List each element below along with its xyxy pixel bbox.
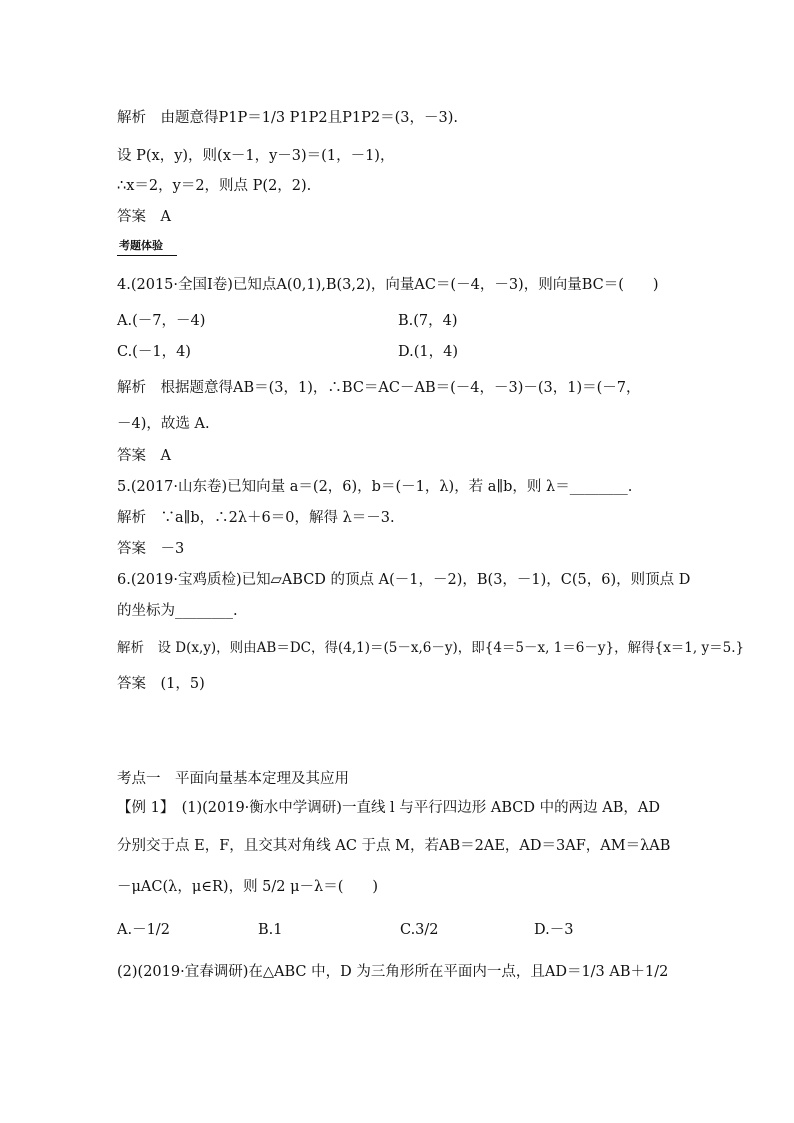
q4-option-d: D.(1，4) xyxy=(398,344,458,360)
q4-answer: 答案 A xyxy=(117,448,171,464)
q5-solution: 解析 ∵a∥b，∴2λ＋6＝0，解得 λ＝－3. xyxy=(117,510,395,526)
question-6-cont: 的坐标为________. xyxy=(117,603,238,619)
q4-option-a: A.(－7，－4) xyxy=(117,313,206,329)
example-1-line-3: －μAC(λ，μ∈R)，则 5/2 μ－λ＝( ) xyxy=(117,879,379,895)
q4-solution-1: 解析 根据题意得AB＝(3，1)，∴BC＝AC－AB＝(－4，－3)－(3，1)＝(－7， xyxy=(117,380,641,396)
ex1-option-c: C.3/2 xyxy=(400,922,439,938)
q4-solution-2: －4)，故选 A. xyxy=(117,416,210,432)
q4-option-b: B.(7，4) xyxy=(398,313,458,329)
section-heading: 考点一 平面向量基本定理及其应用 xyxy=(117,771,349,787)
question-6: 6.(2019·宝鸡质检)已知▱ABCD 的顶点 A(－1，－2)，B(3，－1)，C(5，6)，则顶点 D xyxy=(117,572,691,588)
solution-line-2: 设 P(x，y)，则(x－1，y－3)＝(1，－1)， xyxy=(117,148,395,164)
q6-solution: 解析 设 D(x,y)，则由AB＝DC，得(4,1)＝(5－x,6－y)，即{4＝5－x, 1＝6－y}，解得{x＝1, y＝5.} xyxy=(117,640,745,656)
example-1-line-2: 分别交于点 E，F，且交其对角线 AC 于点 M，若AB＝2AE，AD＝3AF，AM＝λAB xyxy=(117,838,671,854)
q4-option-c: C.(－1，4) xyxy=(117,344,191,360)
question-4: 4.(2015·全国Ⅰ卷)已知点A(0,1),B(3,2)，向量AC＝(－4，－3)，则向量BC＝( ) xyxy=(117,277,659,293)
q5-answer: 答案 －3 xyxy=(117,541,185,557)
example-1-line-1: 【例 1】 (1)(2019·衡水中学调研)一直线 l 与平行四边形 ABCD 中的两边 AB，AD xyxy=(117,800,660,816)
ex1-option-a: A.－1/2 xyxy=(117,922,170,938)
question-5: 5.(2017·山东卷)已知向量 a＝(2，6)，b＝(－1，λ)，若 a∥b，则 λ＝________. xyxy=(117,479,633,495)
solution-line-1: 解析 由题意得P1P＝1/3 P1P2且P1P2＝(3，－3). xyxy=(117,110,458,126)
solution-line-3: ∴x＝2，y＝2，则点 P(2，2). xyxy=(117,178,312,194)
example-1-part-2: (2)(2019·宜春调研)在△ABC 中，D 为三角形所在平面内一点，且AD＝1/3 AB＋1/2 xyxy=(117,964,669,980)
ex1-option-b: B.1 xyxy=(258,922,283,938)
q6-answer: 答案 (1，5) xyxy=(117,676,205,692)
answer-line: 答案 A xyxy=(117,209,171,225)
ex1-option-d: D.－3 xyxy=(534,922,574,938)
exam-experience-tag: 考题体验 xyxy=(117,237,177,256)
